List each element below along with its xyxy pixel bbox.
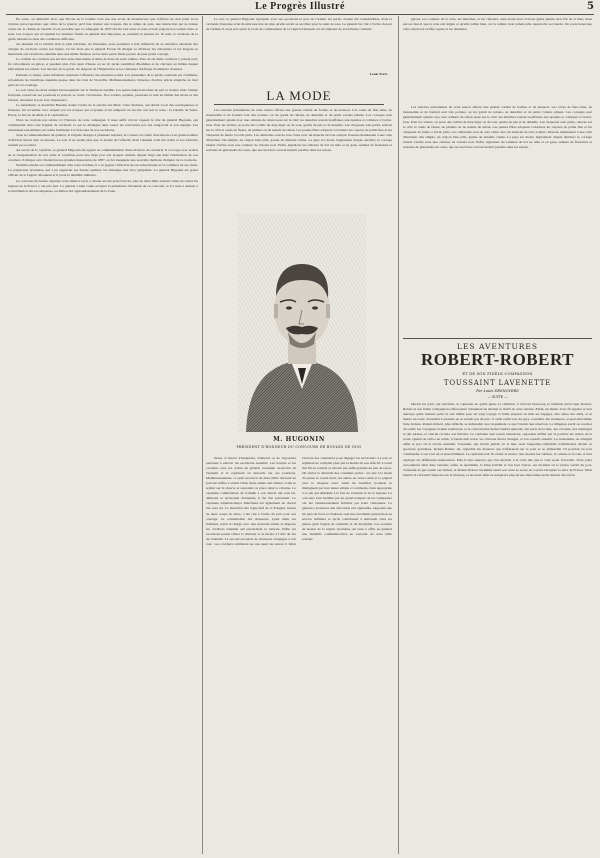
feuilleton-title-sub: ET DE SON FIDÈLE COMPAGNON [462,372,533,376]
article-column-2-top [206,17,392,77]
paragraph: Au retour de la captivité, le général Hugonin fut appelé au commandement d'une division de cavalerie. Il s'occupa avec ardeur de la réorganisation de son arme et contribua pour une large part aux progrès réalisés depuis vingt ans dans l'instruction de nos cavaliers. Il dirigea avec distinction les grandes manœuvres de 1887, où fut inaugurée une nouvelle méthode d'emploi de la cavalerie. [8,148,198,163]
portrait-caption: PRÉSIDENT D'HONNEUR DU CONCOURS DE BOULES DE 1892 [236,445,362,449]
feuilleton-title-main: ROBERT-ROBERT [421,350,574,369]
paragraph: Le combat de cavalerie qui eut lieu entre Rezonville et Mars-la-Tour est resté célèbre. Près de six mille cavaliers y prirent part; ils s'abordèrent au galop, et pendant plus d'un quart d'heure on ne vit qu'un tourbillon d'hommes et de chevaux au milieu duquel étincelaient les sabres. Les lanciers de la garde, les dragons de l'Impératrice et les chasseurs d'Afrique rivalisèrent d'audace. [8,57,198,72]
feuilleton-author: Par Louis DESNOYERS [476,389,519,393]
paragraph: Sous le commandement du général, la brigade chargea à plusieurs reprises; le colonel, les chefs d'escadrons et un grand nombre d'officiers furent tués ou blessés. Le soir, il ne restait plus que la moitié de l'effectif; mais l'ennemi avait été arrêté et nos batteries avaient pu se retirer. [8,133,198,148]
feuilleton-suite: — SUITE — [487,395,508,399]
paragraph: Durant les jours qui suivirent, le capitaine ne quitta guère sa chambre; il écrivait beaucoup et semblait préoccupé. Robert-Robert et son fidèle compagnon s'efforçaient vainement de deviner le motif de cette retraite. Enfin, un matin, il les fit appeler et leur annonça qu'ils allaient partir le soir même pour un long voyage. Il fallut préparer en hâte les bagages, dire adieu aux amis, et se mettre en route. Toussaint Lavenette ne se sentait pas de joie : il allait enfin voir du pays, connaître des aventures, et peut-être même faire fortune. Robert-Robert, plus réfléchi, se demandait avec inquiétude ce que l'avenir leur réservait. La diligence partit au coucher du soleil; les voyageurs étaient nombreux, et la conversation devint bientôt générale. On parla de la mer, des colonies, des naufrages et des pirates, et chacun raconta son histoire. Le capitaine seul restait silencieux, regardant défiler par la portière les arbres de la route. Quand on arriva au relais, il faisait nuit noire; les chevaux furent changés, et l'on repartit aussitôt. Le lendemain, on atteignit enfin le port où le navire attendait. Toussaint, qui n'avait jamais vu la mer, resta longtemps immobile d'admiration devant ce spectacle grandiose. Robert-Robert, lui, regardait les matelots qui s'affairaient sur le pont et se demandait s'il pourrait un jour commander à son tour un si beau bâtiment. Le capitaine leur fit visiter le navire, leur montra les cabines, la cuisine et la cale, et leur expliqua les différentes manœuvres. Puis il leur annonça que l'on mettrait à la voile dès que le vent serait favorable. Trois jours s'écoulèrent ainsi dans l'attente; enfin, le quatrième, la brise fraîchit et l'on leva l'ancre. Au moment où le navire sortait du port, Toussaint ne put retenir ses larmes, et Robert-Robert lui-même sentit son cœur se serrer en voyant s'éloigner la terre de France. Mais bientôt la curiosité l'emporta sur la tristesse, et les deux amis ne songèrent plus qu'aux merveilles qu'ils allaient découvrir. [403,402,592,477]
feuilleton-text [403,402,592,852]
paragraph: Le lendemain, le maréchal Bazaine donna l'ordre de la retraite sur Metz. Cette décision, qui devait avoir des conséquences si funestes, fut accueillie avec stupeur par les troupes qui croyaient avoir remporté un succès. On sait le reste : la bataille de Saint-Privat, le blocus de Metz et la capitulation. [8,102,198,117]
page-number: 5 [587,1,594,12]
paragraph: Le soir, le général Hugonin rejoignait avec ses escadrons le gros de l'armée; les pertes avaient été considérables, mais la cavalerie française avait montré une fois de plus qu'elle savait se sacrifier pour le salut de tous. Le général fut cité à l'ordre du jour de l'armée; il reçut peu après la croix de commandeur de la Légion d'honneur en récompense de sa brillante conduite. [206,17,392,32]
article-column-1 [8,17,198,853]
article-bottom-columns [206,456,392,853]
mode-column-left [206,108,392,208]
feuilleton-section [403,294,592,858]
portrait-name: M. HUGONIN [273,436,325,443]
paragraph: Pendant ce temps, notre infanterie reprenait l'offensive sur plusieurs points. Les grenadiers de la garde, soutenus par l'artillerie, refoulèrent les bataillons ennemis jusque dans les bois de Vionville. Malheureusement, l'absence d'ordres précis empêcha de tirer parti de cet avantage. [8,72,198,87]
paragraph: Nous ne voulons pas refaire ici l'histoire de cette campagne; il nous suffit d'avoir rappelé le rôle du général Hugonin, qui commandait alors une brigade de cavalerie et qui se distingua dans toutes les rencontres par son sang-froid et son énergie. Les Allemands eux-mêmes ont rendu hommage à la bravoure de nos escadrons. [8,117,198,133]
paragraph: En outre, on admettait alors que l'Ecole de la bataille n'est pas une école de manœuvres; que l'officier ne doit point avoir d'autres préoccupations que celles de la guerre; qu'il faut donner aux troupes, dès le temps de paix, une instruction qui ne puisse varier sur le champ de bataille. Il est probable que la campagne de 1870 eût été tout autre si nous avions préparé nos soldats dans ce sens. Les troupes qui occupaient les hauteurs furent en général mal disposées, et, pendant la journée du 16 août, la cavalerie de la garde manœuvra dans des conditions difficiles. [8,17,198,42]
feuilleton-title-top: LES AVENTURES [456,342,539,351]
paragraph: Nommé ensuite au commandement d'un corps d'armée, il a su gagner l'affection de ses subordonnés et la confiance de ses chefs. La population lyonnaise, qui a pu apprécier ses hautes qualités, lui témoigne une vive sympathie. Le général Hugonin est grand officier de la Légion d'honneur et il porte la médaille militaire. [8,163,198,178]
mode-column-right [403,105,592,292]
section-title-mode: LA MODE [266,88,332,103]
portrait-engraving [238,214,366,432]
paragraph: Le concours de boules organisé cette année à Lyon a obtenu un très grand succès; plus de deux mille joueurs venus de toutes les régions de la France y ont pris part. Le général a bien voulu accepter la présidence d'honneur de ce concours, et il a tenu à assister à la distribution des récompenses, au milieu des applaudissements de la foule. [8,178,198,193]
paragraph: Le soir venu, les deux armées bivouaquèrent sur le champ de bataille. Les pertes étaient énormes de part et d'autre; mais l'armée française conservait ses positions et pouvait se croire victorieuse. Nos soldats, épuisés, passèrent la nuit au milieu des morts et des blessés, attendant le jour avec impatience. [8,87,198,102]
feuilleton-top-rule [403,338,592,339]
column-divider [202,16,203,854]
paragraph: galons, les couleurs de la robe, les manches, et les cheveux, sans doute nous n'avons guère jamais rien fait de si bien; mais encore faut-il que la robe soit légère et qu'elle tombe bien, car la toilette n'est jamais jolie quand elle est lourde. On porte beaucoup cette saison les étoffes rayées et les dentelles. [403,17,592,32]
feuilleton-title-name: TOUSSAINT LAVENETTE [443,379,552,387]
paragraph: Les toilettes printanières de cette saison offrent une grande variété de formes et de nuances. Les robes de fine laine, de mousseline et de foulard sont très portées; on les garnit de rubans, de dentelles et de petits volants plissés. Les corsages sont généralement ajustés avec une ceinture de ruban noué sur le côté; les manches restent bouffantes aux épaules et collantes à l'avant-bras. Pour les visites, on porte des collets de drap léger ou de soie, garnis de jais et de dentelle. Les chapeaux sont petits, relevés sur le côté et ornés de fleurs, de plumes ou de nœuds de ruban. Les jeunes filles adoptent volontiers les capotes de paille fine et les chapeaux de feutre à bords plats. Les ombrelles sont de soie claire avec un manche de bois sculpté. Passons maintenant à une robe d'intérieur très simple, en crépon bleu pâle, garnie de dentelle crème. La jupe est droite, légèrement drapée derrière; le corsage blousé s'arrête sous une ceinture de velours noir. Enfin, signalons les toilettes de bal en tulle et en gaze, semées de fleurettes et relevées de guirlandes de roses, que nos lectrices verront bientôt paraître dans les salons. [206,108,392,153]
page-header [6,2,594,15]
paragraph: rières, il furent d'intrépides, d'enlevés et de vigoureux partisans à enlever les escadrons ennemis. Les troupes et les cavaliers sous les ordres du général coururent au-devant de l'ennemi et le rejetèrent en désordre sur ses positions. Malheureusement, ce petit escadron de deux mille chevaux ne pouvait suffire à arrêter l'élan d'une armée tout entière; il dut se replier sur la réserve et reprendre sa place dans la colonne. Le capitaine commandant de Camille à son cheval tué sous lui, démonté et environné d'ennemis, il fut fait prisonnier. Le capitaine adjudant-major Marchand eut également un cheval tué sous lui. Le maréchal des logis-chef de la Fougère, blessé de deux coups de sabre, a été cité à l'ordre du jour pour son courage. Le commandant des chasseurs, ayant réuni ses hommes, reprit la charge avec une nouvelle ardeur et dispersa les cavaliers ennemis qui entouraient la batterie. Enfin les escadrons purent rallier la division et se mettre à l'abri du feu de l'ennemi. Le second escadron de chasseurs s'engagea à son tour : ses cavaliers tombèrent les uns après les autres; il fallut l'arrivée des cuirassiers pour dégager les survivants. Le soir, le régiment ne comptait plus que la moitié de son effectif. La nuit mit fin au combat et chacun put enfin prendre un peu de repos. On relève la diversité des costumes portés : les uns à la mode du passé, le coude droit, les autres en veste ronde et la plupart avec le chapeau rond. Ainsi les boulistes lyonnais se distinguent par leur tenue simple et commode, bien appropriée à ce jeu qui demande à la fois de l'adresse et de la vigueur. Le concours s'est terminé par un grand banquet où les vainqueurs ont été chaleureusement félicités par leurs camarades. Le général a prononcé une allocution très applaudie, rappelant que les jeux de force et d'adresse sont une excellente préparation au service militaire et qu'ils contribuent à entretenir chez les jeunes gens l'esprit de solidarité et de discipline. Les sociétés de boules de la région lyonnaise ont tenu à offrir au général une médaille commémorative en souvenir de cette belle journée. [206,456,392,546]
column-divider [398,16,399,854]
article-signature: Louis Yvert. [369,71,388,76]
section-divider [214,104,384,105]
article-column-3-top [403,17,592,103]
paragraph: Les toilettes printanières de cette saison offrent une grande variété de formes et de nuances. Les robes de fine laine, de mousseline et de foulard sont très portées; on les garnit de rubans, de dentelles et de petits volants plissés. Les corsages sont généralement ajustés avec une ceinture de ruban noué sur le côté; les manches restent bouffantes aux épaules et collantes à l'avant-bras. Pour les visites, on porte des collets de drap léger ou de soie, garnis de jais et de dentelle. Les chapeaux sont petits, relevés sur le côté et ornés de fleurs, de plumes ou de nœuds de ruban. Les jeunes filles adoptent volontiers les capotes de paille fine et les chapeaux de feutre à bords plats. Les ombrelles sont de soie claire avec un manche de bois sculpté. Passons maintenant à une robe d'intérieur très simple, en crépon bleu pâle, garnie de dentelle crème. La jupe est droite, légèrement drapée derrière; le corsage blousé s'arrête sous une ceinture de velours noir. Enfin, signalons les toilettes de bal en tulle et en gaze, semées de fleurettes et relevées de guirlandes de roses, que nos lectrices verront bientôt paraître dans les salons. [403,105,592,150]
masthead-title: Le Progrès Illustré [255,1,345,12]
paragraph: Au moment où la bataille était le plus acharnée, les Prussiens, pour permettre à leur infanterie de se reformer, lancèrent des charges de cavalerie contre nos lignes. Ce fut alors que le général Forton fit charger sa division; les cuirassiers et les dragons se heurtèrent aux escadrons ennemis dans une mêlée furieuse où les deux partis firent preuve du plus grand courage. [8,42,198,57]
